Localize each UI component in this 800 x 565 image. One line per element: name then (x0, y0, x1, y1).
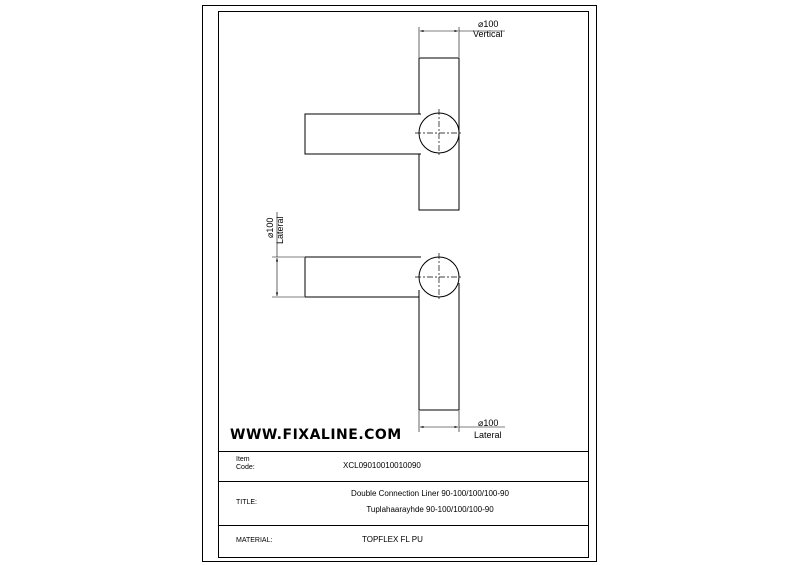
dim-top-diameter: ⌀100 (478, 19, 499, 29)
item-label-line-2: Code: (236, 464, 255, 471)
item-label (236, 456, 255, 472)
lower-fitting (305, 253, 463, 410)
material-value: TOPFLEX FL PU (362, 535, 423, 544)
upper-lateral-pipe (305, 114, 421, 154)
dim-bottom-label: Lateral (474, 430, 502, 440)
title-label: TITLE: (236, 499, 258, 506)
material-label: MATERIAL: (236, 537, 273, 544)
upper-fitting (305, 58, 463, 210)
lower-vertical-pipe (419, 283, 459, 410)
title-line-2: Tuplahaarayhde 90-100/100/100-90 (366, 505, 494, 514)
website-url: WWW.FIXALINE.COM (230, 427, 402, 443)
dim-left-diameter: ⌀100 (265, 217, 275, 238)
title-line-1: Double Connection Liner 90-100/100/100-90 (351, 489, 509, 498)
dim-bottom-diameter: ⌀100 (478, 418, 499, 428)
dim-top-label: Vertical (473, 29, 503, 39)
title-block-line-3 (218, 525, 589, 526)
item-code-value: XCL09010010010090 (343, 461, 421, 470)
title-block-line-2 (218, 481, 589, 482)
dim-left-label: Lateral (275, 216, 285, 244)
item-label-line-1: Item (236, 456, 250, 463)
title-block-top-line (218, 451, 589, 452)
lower-lateral-pipe (305, 257, 421, 297)
